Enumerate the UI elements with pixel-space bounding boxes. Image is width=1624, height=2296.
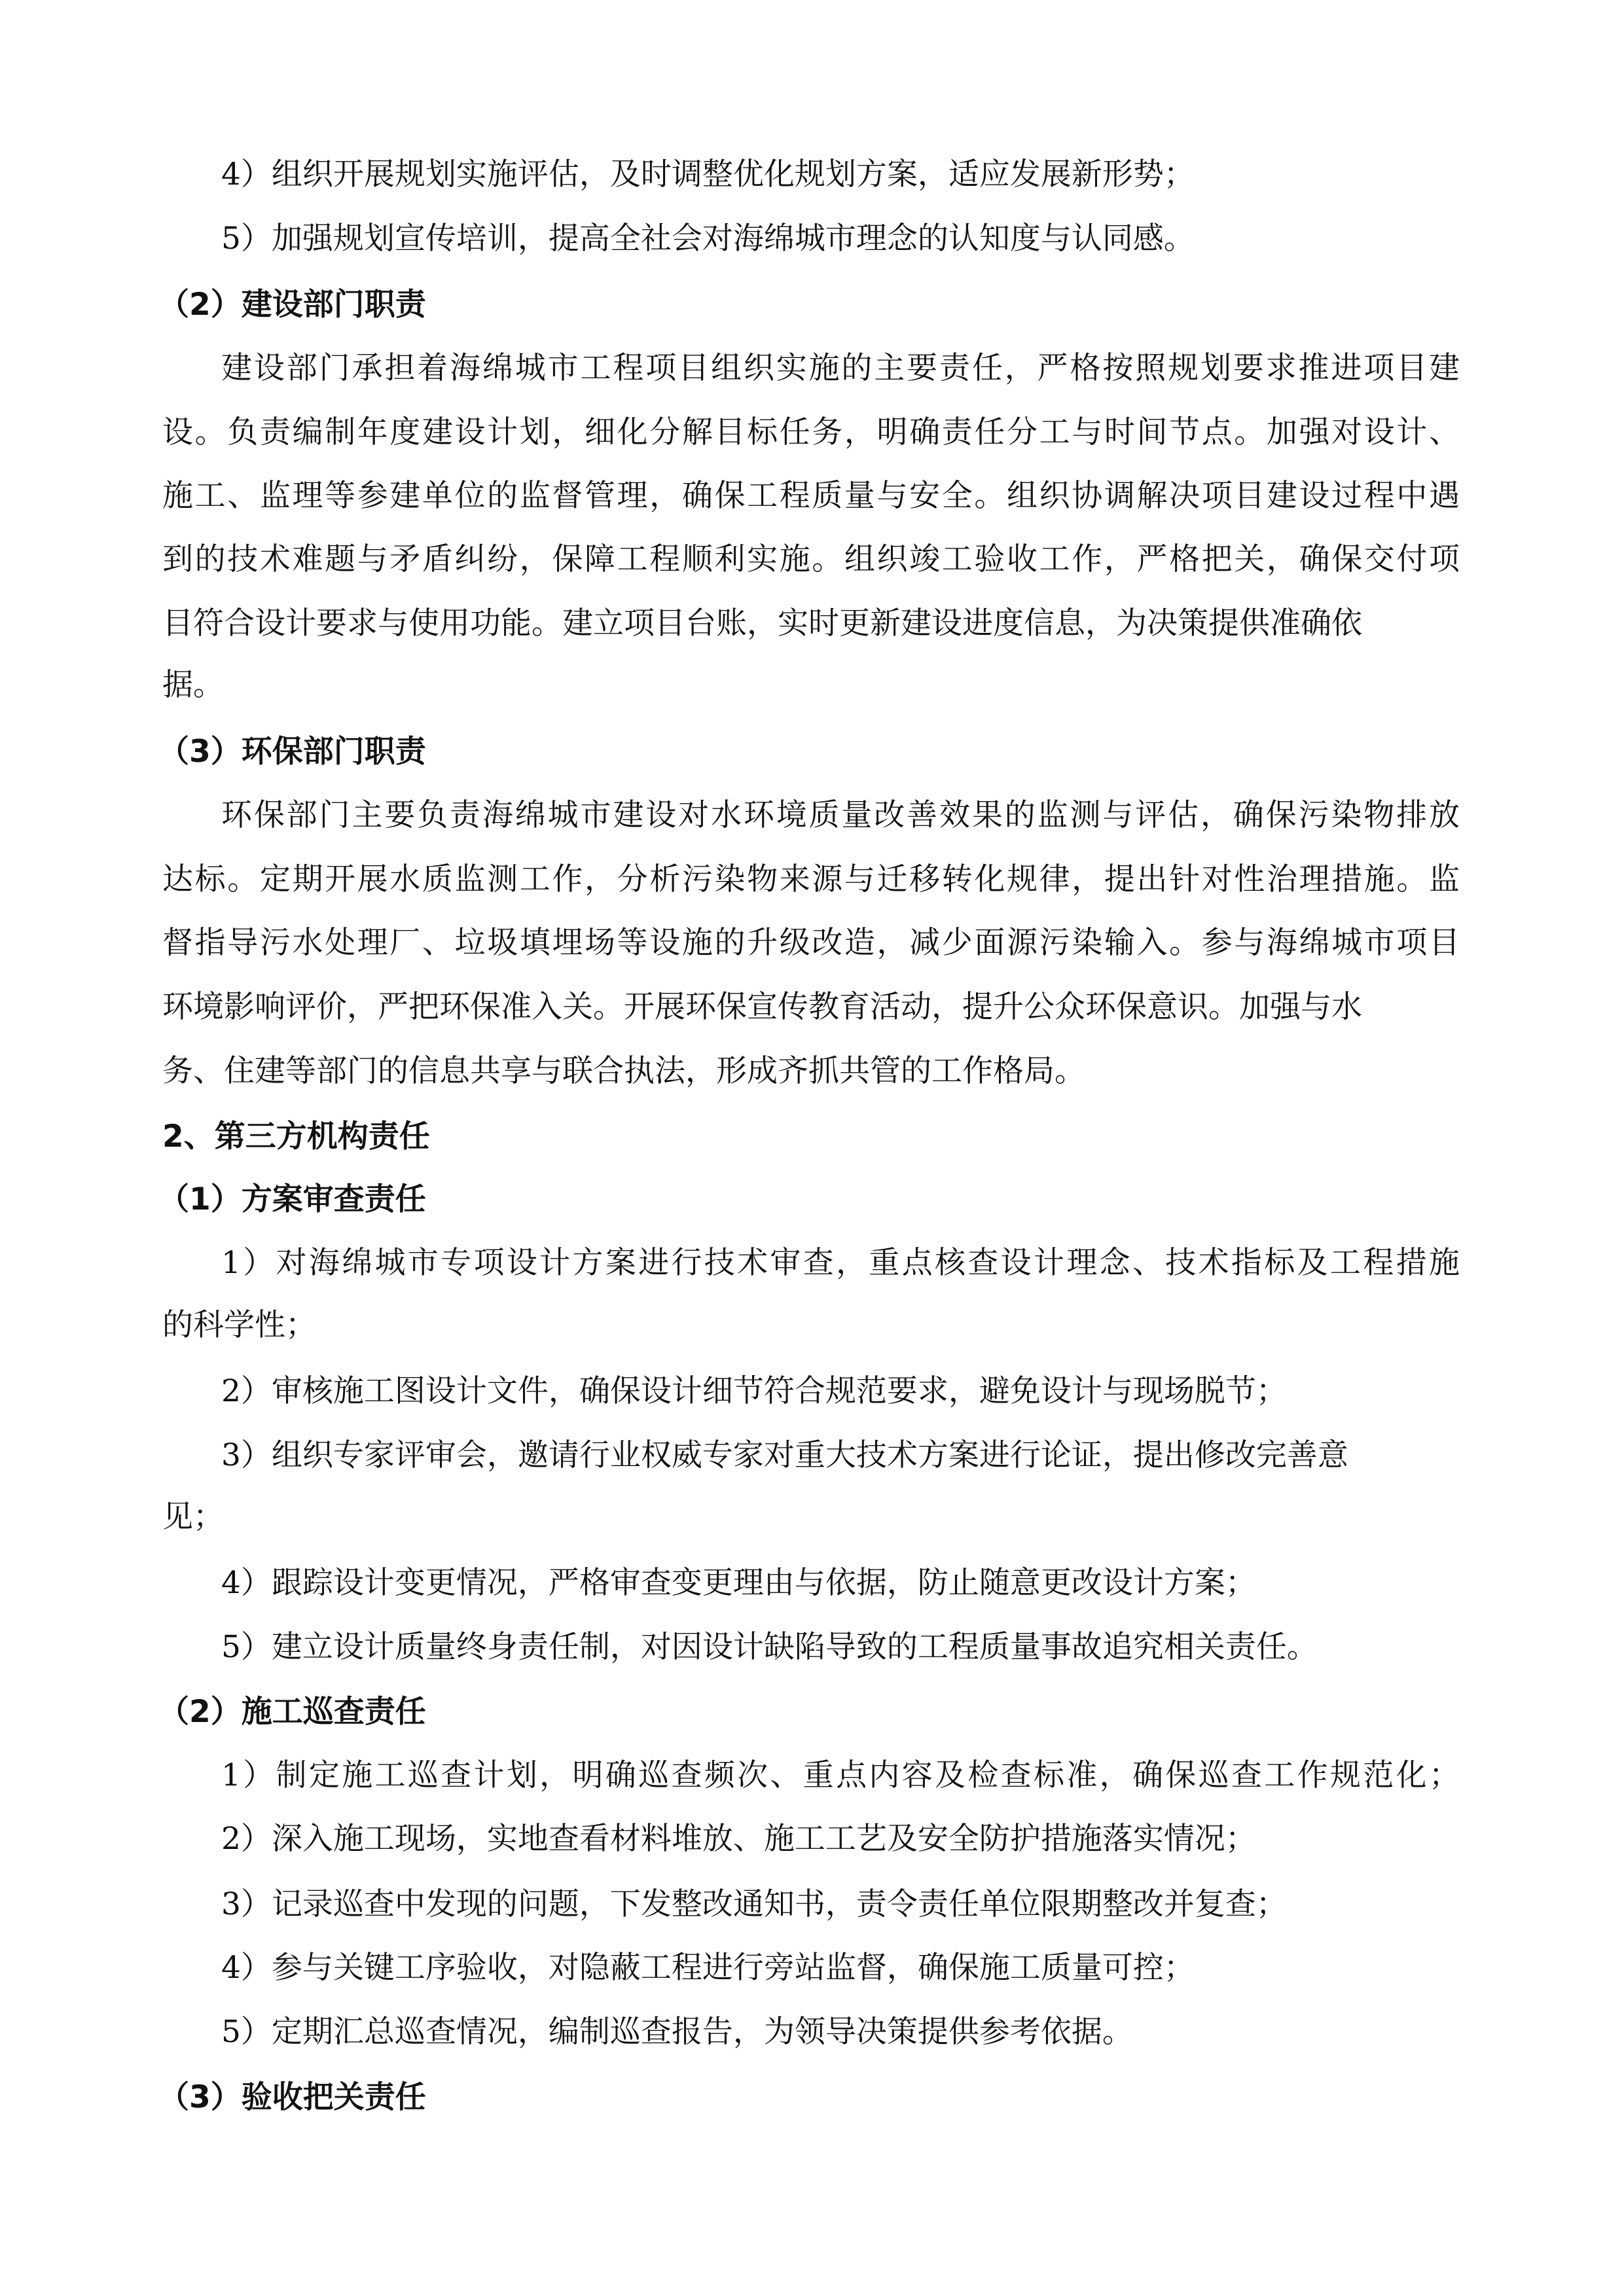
text-line: 5）建立设计质量终身责任制，对因设计缺陷导致的工程质量事故追究相关责任。	[221, 1629, 1318, 1665]
section-heading: （2）建设部门职责	[158, 287, 426, 323]
text-line: 目符合设计要求与使用功能。建立项目台账，实时更新建设进度信息，为决策提供准确依	[162, 605, 1362, 641]
section-heading: （3）环保部门职责	[158, 734, 426, 770]
text-line: 5）定期汇总巡查情况，编制巡查报告，为领导决策提供参考依据。	[221, 2014, 1133, 2050]
text-line: 建设部门承担着海绵城市工程项目组织实施的主要责任，严格按照规划要求推进项目建	[221, 350, 1462, 386]
text-line: 1）对海绵城市专项设计方案进行技术审查，重点核查设计理念、技术指标及工程措施	[221, 1245, 1462, 1281]
text-line: 环境影响评价，严把环保准入关。开展环保宣传教育活动，提升公众环保意识。加强与水	[162, 989, 1362, 1025]
text-line: 2）深入施工现场，实地查看材料堆放、施工工艺及安全防护措施落实情况；	[221, 1821, 1256, 1857]
text-line: 达标。定期开展水质监测工作，分析污染物来源与迁移转化规律，提出针对性治理措施。监	[162, 861, 1462, 897]
text-line: 4）跟踪设计变更情况，严格审查变更理由与依据，防止随意更改设计方案；	[221, 1565, 1256, 1601]
text-line: 据。	[162, 667, 224, 703]
text-line: 环保部门主要负责海绵城市建设对水环境质量改善效果的监测与评估，确保污染物排放	[221, 797, 1462, 833]
text-line: 2）审核施工图设计文件，确保设计细节符合规范要求，避免设计与现场脱节；	[221, 1373, 1287, 1409]
text-line: 3）记录巡查中发现的问题，下发整改通知书，责令责任单位限期整改并复查；	[221, 1886, 1287, 1922]
text-line: 5）加强规划宣传培训，提高全社会对海绵城市理念的认知度与认同感。	[221, 221, 1195, 257]
section-heading: （3）验收把关责任	[158, 2079, 426, 2115]
section-heading: （2）施工巡查责任	[158, 1694, 426, 1730]
text-line: 设。负责编制年度建设计划，细化分解目标任务，明确责任分工与时间节点。加强对设计、	[162, 414, 1462, 450]
text-line: 4）参与关键工序验收，对隐蔽工程进行旁站监督，确保施工质量可控；	[221, 1950, 1195, 1986]
text-line: 务、住建等部门的信息共享与联合执法，形成齐抓共管的工作格局。	[162, 1053, 1085, 1089]
text-line: 督指导污水处理厂、垃圾填埋场等设施的升级改造，减少面源污染输入。参与海绵城市项目	[162, 925, 1462, 961]
section-heading: （1）方案审查责任	[158, 1181, 426, 1217]
text-line: 到的技术难题与矛盾纠纷，保障工程顺利实施。组织竣工验收工作，严格把关，确保交付项	[162, 541, 1462, 577]
text-line: 施工、监理等参建单位的监督管理，确保工程质量与安全。组织协调解决项目建设过程中遇	[162, 478, 1462, 514]
text-line: 的科学性；	[162, 1307, 316, 1343]
text-line: 见；	[162, 1499, 224, 1535]
text-line: 1）制定施工巡查计划，明确巡查频次、重点内容及检查标准，确保巡查工作规范化；	[221, 1757, 1462, 1793]
text-line: 3）组织专家评审会，邀请行业权威专家对重大技术方案进行论证，提出修改完善意	[221, 1437, 1348, 1473]
text-line: 4）组织开展规划实施评估，及时调整优化规划方案，适应发展新形势；	[221, 156, 1195, 192]
chapter-heading: 2、第三方机构责任	[162, 1119, 430, 1155]
